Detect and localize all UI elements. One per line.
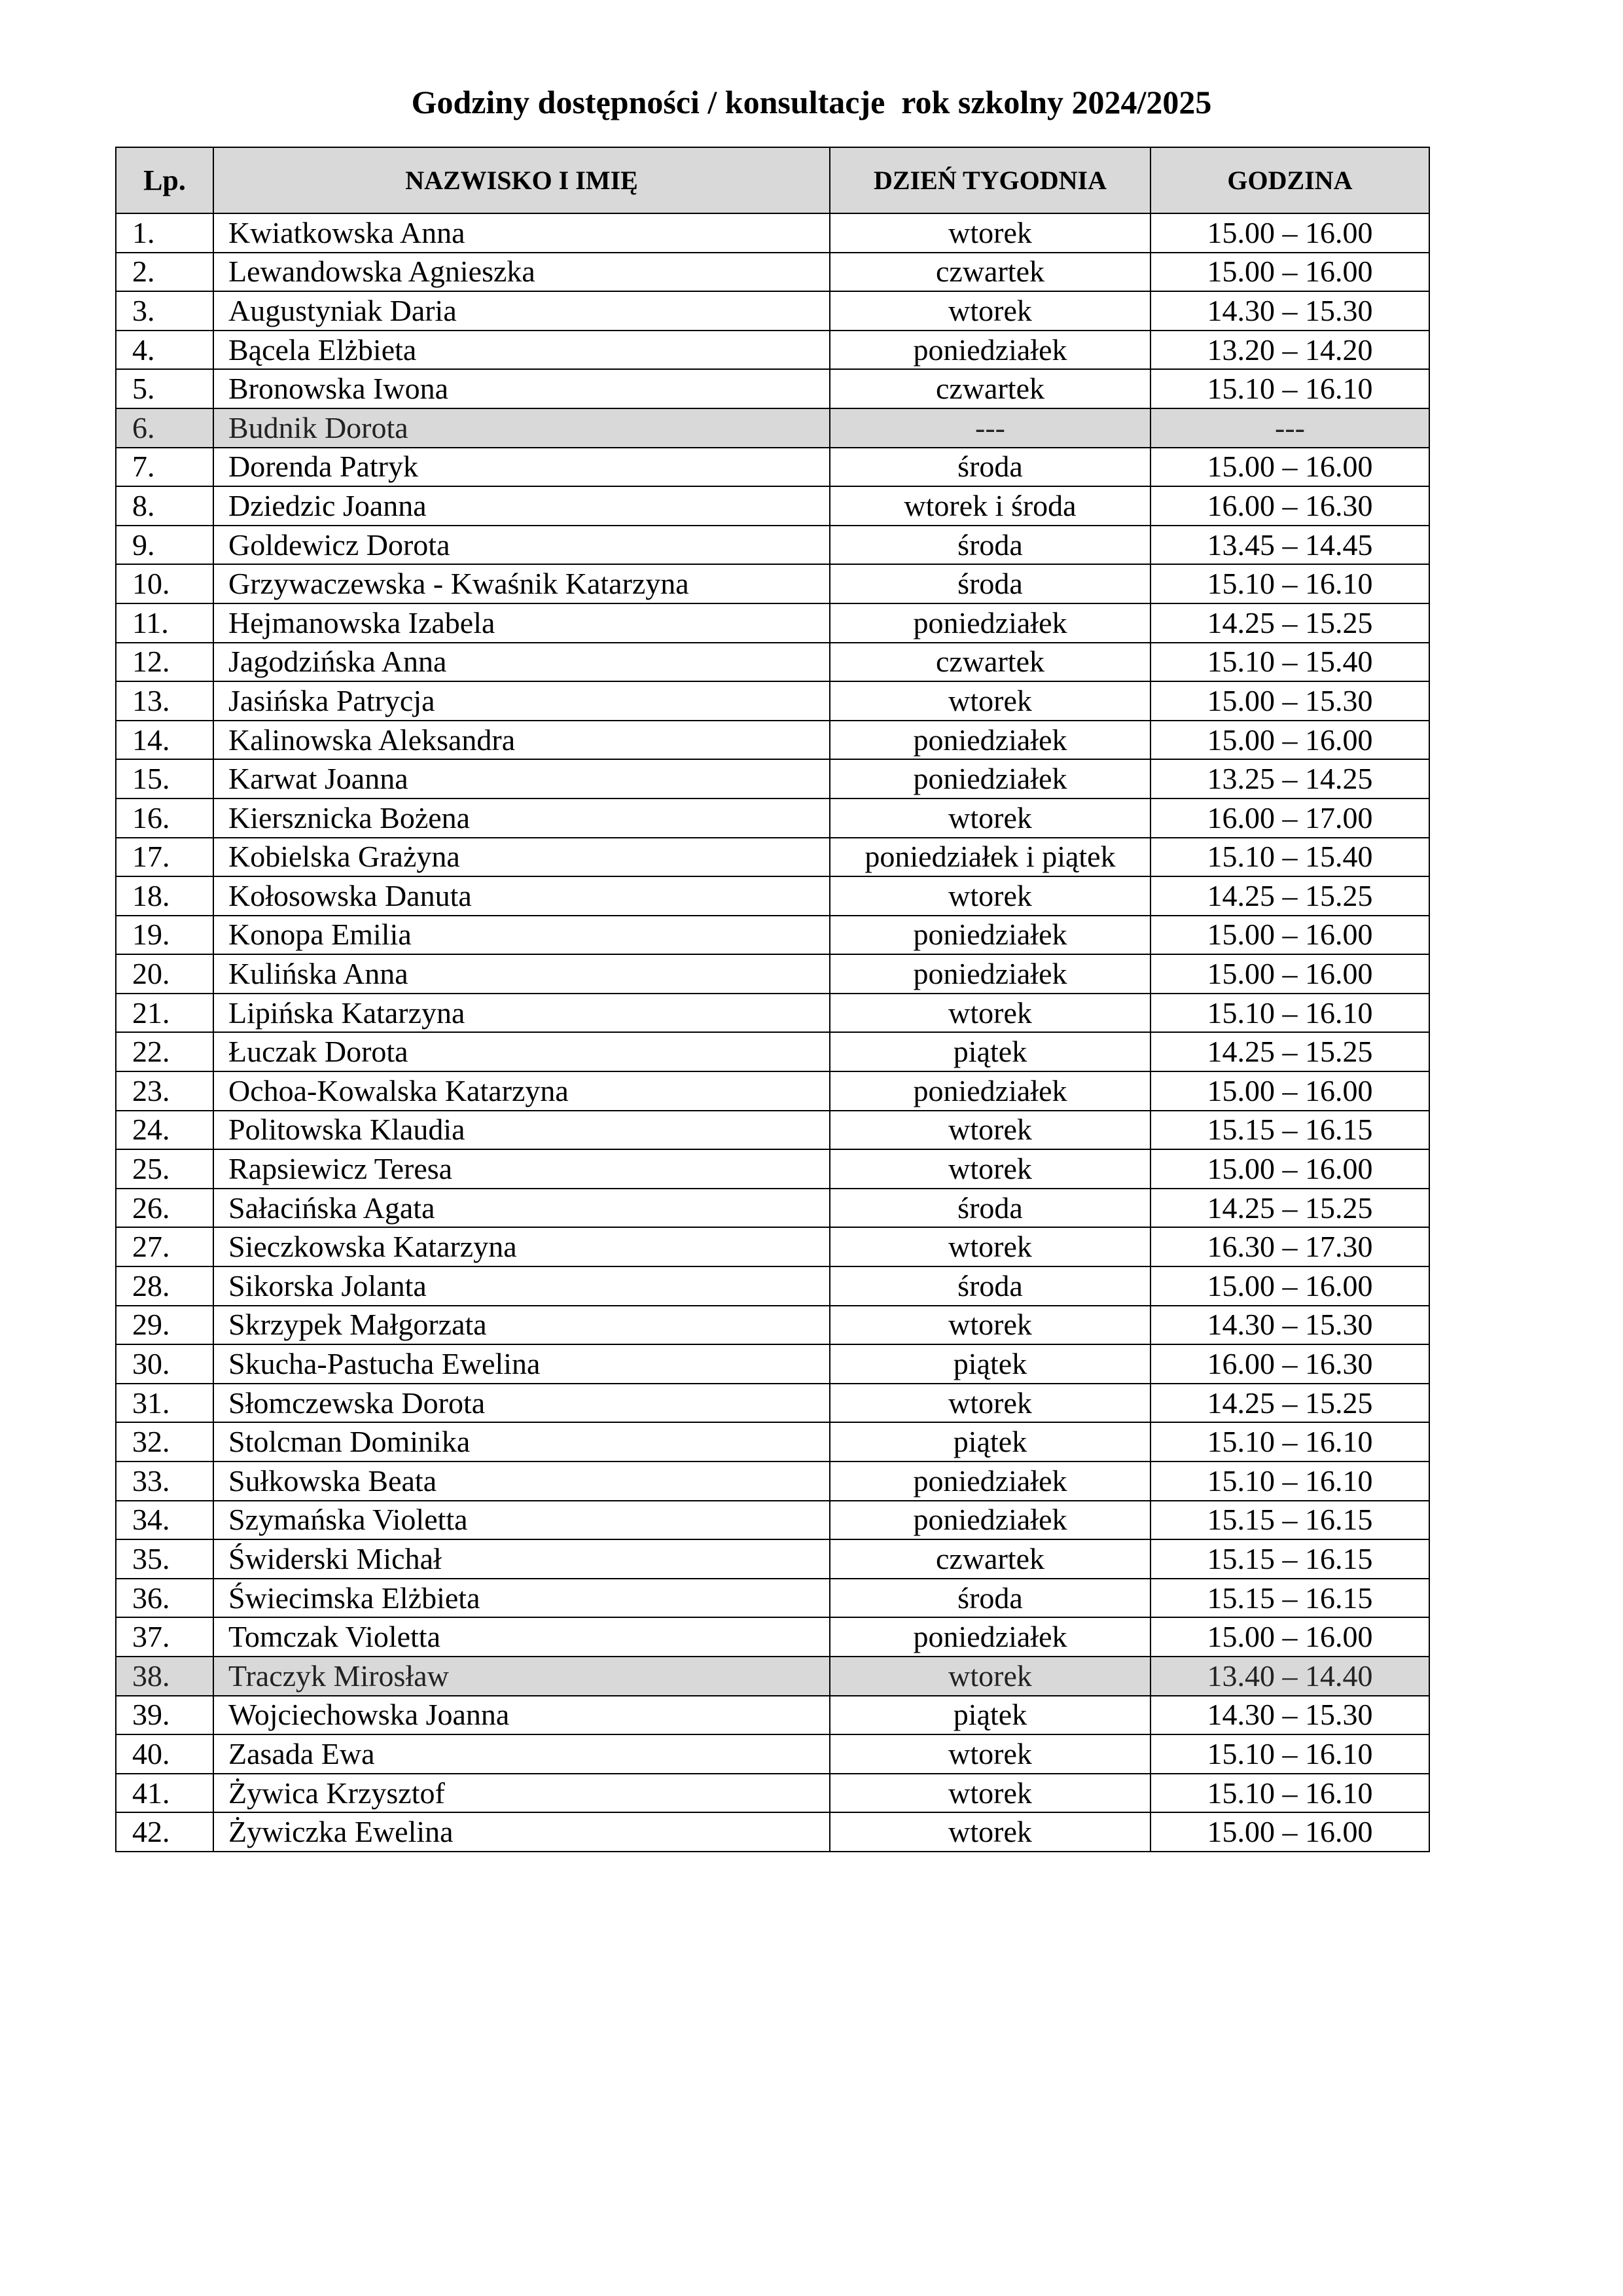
weekday-cell: wtorek bbox=[830, 1774, 1150, 1813]
weekday-cell: środa bbox=[830, 526, 1150, 565]
weekday-cell: czwartek bbox=[830, 253, 1150, 292]
weekday-cell: poniedziałek i piątek bbox=[830, 838, 1150, 877]
row-number-cell: 8. bbox=[116, 486, 213, 526]
hours-cell: 14.25 – 15.25 bbox=[1150, 1189, 1429, 1228]
weekday-cell: wtorek i środa bbox=[830, 486, 1150, 526]
weekday-cell: wtorek bbox=[830, 681, 1150, 721]
hours-cell: 15.00 – 16.00 bbox=[1150, 1617, 1429, 1657]
weekday-cell: poniedziałek bbox=[830, 331, 1150, 370]
teacher-name-cell: Słomczewska Dorota bbox=[213, 1384, 830, 1423]
hours-cell: 15.10 – 16.10 bbox=[1150, 1422, 1429, 1462]
weekday-cell: --- bbox=[830, 408, 1150, 448]
table-row bbox=[116, 1032, 1429, 1071]
row-number-cell: 7. bbox=[116, 448, 213, 487]
table-row bbox=[116, 916, 1429, 955]
table-row bbox=[116, 721, 1429, 760]
row-number-cell: 23. bbox=[116, 1071, 213, 1111]
consultation-hours-table-container bbox=[115, 147, 1429, 1852]
hours-cell: 13.25 – 14.25 bbox=[1150, 759, 1429, 798]
hours-cell: 15.00 – 16.00 bbox=[1150, 213, 1429, 253]
table-row bbox=[116, 1812, 1429, 1852]
table-header bbox=[116, 147, 1429, 213]
teacher-name-cell: Traczyk Mirosław bbox=[213, 1657, 830, 1696]
weekday-cell: środa bbox=[830, 1189, 1150, 1228]
weekday-cell: poniedziałek bbox=[830, 1617, 1150, 1657]
hours-cell: 14.25 – 15.25 bbox=[1150, 603, 1429, 643]
table-row bbox=[116, 681, 1429, 721]
weekday-cell: poniedziałek bbox=[830, 603, 1150, 643]
row-number-cell: 26. bbox=[116, 1189, 213, 1228]
row-number-cell: 40. bbox=[116, 1734, 213, 1774]
hours-cell: 15.00 – 16.00 bbox=[1150, 448, 1429, 487]
row-number-cell: 18. bbox=[116, 876, 213, 916]
table-row bbox=[116, 448, 1429, 487]
weekday-cell: poniedziałek bbox=[830, 721, 1150, 760]
weekday-cell: wtorek bbox=[830, 1306, 1150, 1345]
table-row bbox=[116, 759, 1429, 798]
table-row bbox=[116, 1306, 1429, 1345]
teacher-name-cell: Łuczak Dorota bbox=[213, 1032, 830, 1071]
hours-cell: 15.10 – 16.10 bbox=[1150, 994, 1429, 1033]
teacher-name-cell: Świderski Michał bbox=[213, 1539, 830, 1579]
row-number-cell: 20. bbox=[116, 954, 213, 994]
teacher-name-cell: Skrzypek Małgorzata bbox=[213, 1306, 830, 1345]
table-row bbox=[116, 1422, 1429, 1462]
teacher-name-cell: Świecimska Elżbieta bbox=[213, 1579, 830, 1618]
teacher-name-cell: Budnik Dorota bbox=[213, 408, 830, 448]
row-number-cell: 13. bbox=[116, 681, 213, 721]
row-number-cell: 25. bbox=[116, 1149, 213, 1189]
row-number-cell: 4. bbox=[116, 331, 213, 370]
teacher-name-cell: Żywiczka Ewelina bbox=[213, 1812, 830, 1852]
hours-cell: 15.10 – 15.40 bbox=[1150, 838, 1429, 877]
hours-cell: 13.45 – 14.45 bbox=[1150, 526, 1429, 565]
table-row bbox=[116, 1227, 1429, 1266]
hours-cell: 13.20 – 14.20 bbox=[1150, 331, 1429, 370]
row-number-cell: 39. bbox=[116, 1696, 213, 1735]
teacher-name-cell: Kwiatkowska Anna bbox=[213, 213, 830, 253]
table-row bbox=[116, 1344, 1429, 1384]
weekday-cell: czwartek bbox=[830, 1539, 1150, 1579]
hours-cell: 15.10 – 16.10 bbox=[1150, 1774, 1429, 1813]
table-row bbox=[116, 1266, 1429, 1306]
weekday-cell: wtorek bbox=[830, 1812, 1150, 1852]
hours-cell: 14.25 – 15.25 bbox=[1150, 1032, 1429, 1071]
table-row bbox=[116, 1734, 1429, 1774]
weekday-cell: piątek bbox=[830, 1422, 1150, 1462]
table-row bbox=[116, 564, 1429, 603]
teacher-name-cell: Bronowska Iwona bbox=[213, 369, 830, 408]
row-number-cell: 41. bbox=[116, 1774, 213, 1813]
table-row bbox=[116, 1384, 1429, 1423]
weekday-cell: środa bbox=[830, 564, 1150, 603]
teacher-name-cell: Jasińska Patrycja bbox=[213, 681, 830, 721]
weekday-cell: wtorek bbox=[830, 1227, 1150, 1266]
table-row bbox=[116, 1774, 1429, 1813]
row-number-cell: 2. bbox=[116, 253, 213, 292]
row-number-cell: 11. bbox=[116, 603, 213, 643]
hours-cell: 13.40 – 14.40 bbox=[1150, 1657, 1429, 1696]
row-number-cell: 28. bbox=[116, 1266, 213, 1306]
column-header-hour: GODZINA bbox=[1150, 147, 1429, 213]
consultation-hours-table bbox=[115, 147, 1430, 1852]
weekday-cell: piątek bbox=[830, 1696, 1150, 1735]
weekday-cell: środa bbox=[830, 1266, 1150, 1306]
row-number-cell: 38. bbox=[116, 1657, 213, 1696]
table-row bbox=[116, 1111, 1429, 1150]
teacher-name-cell: Kulińska Anna bbox=[213, 954, 830, 994]
teacher-name-cell: Żywica Krzysztof bbox=[213, 1774, 830, 1813]
teacher-name-cell: Zasada Ewa bbox=[213, 1734, 830, 1774]
hours-cell: 14.30 – 15.30 bbox=[1150, 1306, 1429, 1345]
teacher-name-cell: Grzywaczewska - Kwaśnik Katarzyna bbox=[213, 564, 830, 603]
hours-cell: 14.30 – 15.30 bbox=[1150, 1696, 1429, 1735]
table-row bbox=[116, 213, 1429, 253]
row-number-cell: 33. bbox=[116, 1462, 213, 1501]
row-number-cell: 14. bbox=[116, 721, 213, 760]
hours-cell: 15.10 – 15.40 bbox=[1150, 643, 1429, 682]
teacher-name-cell: Sikorska Jolanta bbox=[213, 1266, 830, 1306]
weekday-cell: piątek bbox=[830, 1032, 1150, 1071]
teacher-name-cell: Dziedzic Joanna bbox=[213, 486, 830, 526]
table-row bbox=[116, 876, 1429, 916]
table-row bbox=[116, 1462, 1429, 1501]
row-number-cell: 31. bbox=[116, 1384, 213, 1423]
hours-cell: 15.00 – 16.00 bbox=[1150, 1266, 1429, 1306]
hours-cell: 15.15 – 16.15 bbox=[1150, 1111, 1429, 1150]
table-row bbox=[116, 253, 1429, 292]
teacher-name-cell: Rapsiewicz Teresa bbox=[213, 1149, 830, 1189]
hours-cell: 15.00 – 16.00 bbox=[1150, 916, 1429, 955]
row-number-cell: 16. bbox=[116, 798, 213, 838]
hours-cell: 15.00 – 16.00 bbox=[1150, 1149, 1429, 1189]
hours-cell: 15.00 – 16.00 bbox=[1150, 721, 1429, 760]
row-number-cell: 5. bbox=[116, 369, 213, 408]
teacher-name-cell: Jagodzińska Anna bbox=[213, 643, 830, 682]
hours-cell: 15.10 – 16.10 bbox=[1150, 369, 1429, 408]
hours-cell: 15.10 – 16.10 bbox=[1150, 1734, 1429, 1774]
teacher-name-cell: Sułkowska Beata bbox=[213, 1462, 830, 1501]
teacher-name-cell: Kołosowska Danuta bbox=[213, 876, 830, 916]
teacher-name-cell: Tomczak Violetta bbox=[213, 1617, 830, 1657]
teacher-name-cell: Hejmanowska Izabela bbox=[213, 603, 830, 643]
column-header-day: DZIEŃ TYGODNIA bbox=[830, 147, 1150, 213]
row-number-cell: 19. bbox=[116, 916, 213, 955]
table-body bbox=[116, 213, 1429, 1852]
teacher-name-cell: Politowska Klaudia bbox=[213, 1111, 830, 1150]
table-row bbox=[116, 838, 1429, 877]
hours-cell: 15.00 – 15.30 bbox=[1150, 681, 1429, 721]
row-number-cell: 6. bbox=[116, 408, 213, 448]
weekday-cell: poniedziałek bbox=[830, 1501, 1150, 1540]
table-row bbox=[116, 408, 1429, 448]
teacher-name-cell: Wojciechowska Joanna bbox=[213, 1696, 830, 1735]
teacher-name-cell: Lewandowska Agnieszka bbox=[213, 253, 830, 292]
table-row bbox=[116, 291, 1429, 331]
row-number-cell: 21. bbox=[116, 994, 213, 1033]
table-row bbox=[116, 994, 1429, 1033]
table-row bbox=[116, 331, 1429, 370]
table-row bbox=[116, 603, 1429, 643]
weekday-cell: wtorek bbox=[830, 876, 1150, 916]
header-row bbox=[116, 147, 1429, 213]
weekday-cell: wtorek bbox=[830, 994, 1150, 1033]
row-number-cell: 36. bbox=[116, 1579, 213, 1618]
teacher-name-cell: Kiersznicka Bożena bbox=[213, 798, 830, 838]
hours-cell: --- bbox=[1150, 408, 1429, 448]
teacher-name-cell: Sieczkowska Katarzyna bbox=[213, 1227, 830, 1266]
teacher-name-cell: Bącela Elżbieta bbox=[213, 331, 830, 370]
column-header-name: NAZWISKO I IMIĘ bbox=[213, 147, 830, 213]
row-number-cell: 37. bbox=[116, 1617, 213, 1657]
row-number-cell: 12. bbox=[116, 643, 213, 682]
weekday-cell: wtorek bbox=[830, 1111, 1150, 1150]
weekday-cell: czwartek bbox=[830, 369, 1150, 408]
weekday-cell: czwartek bbox=[830, 643, 1150, 682]
teacher-name-cell: Ochoa-Kowalska Katarzyna bbox=[213, 1071, 830, 1111]
weekday-cell: wtorek bbox=[830, 1734, 1150, 1774]
row-number-cell: 10. bbox=[116, 564, 213, 603]
teacher-name-cell: Stolcman Dominika bbox=[213, 1422, 830, 1462]
table-row bbox=[116, 1617, 1429, 1657]
weekday-cell: piątek bbox=[830, 1344, 1150, 1384]
weekday-cell: poniedziałek bbox=[830, 1462, 1150, 1501]
table-row bbox=[116, 1071, 1429, 1111]
table-row bbox=[116, 1149, 1429, 1189]
hours-cell: 16.00 – 16.30 bbox=[1150, 486, 1429, 526]
teacher-name-cell: Augustyniak Daria bbox=[213, 291, 830, 331]
table-row bbox=[116, 486, 1429, 526]
table-row bbox=[116, 954, 1429, 994]
teacher-name-cell: Dorenda Patryk bbox=[213, 448, 830, 487]
weekday-cell: poniedziałek bbox=[830, 916, 1150, 955]
row-number-cell: 29. bbox=[116, 1306, 213, 1345]
hours-cell: 14.25 – 15.25 bbox=[1150, 876, 1429, 916]
weekday-cell: poniedziałek bbox=[830, 759, 1150, 798]
weekday-cell: wtorek bbox=[830, 213, 1150, 253]
column-header-lp: Lp. bbox=[116, 147, 213, 213]
weekday-cell: środa bbox=[830, 448, 1150, 487]
hours-cell: 15.10 – 16.10 bbox=[1150, 564, 1429, 603]
hours-cell: 14.25 – 15.25 bbox=[1150, 1384, 1429, 1423]
hours-cell: 14.30 – 15.30 bbox=[1150, 291, 1429, 331]
hours-cell: 15.00 – 16.00 bbox=[1150, 1071, 1429, 1111]
table-row bbox=[116, 1579, 1429, 1618]
row-number-cell: 9. bbox=[116, 526, 213, 565]
weekday-cell: wtorek bbox=[830, 1657, 1150, 1696]
hours-cell: 15.10 – 16.10 bbox=[1150, 1462, 1429, 1501]
hours-cell: 15.00 – 16.00 bbox=[1150, 1812, 1429, 1852]
hours-cell: 15.00 – 16.00 bbox=[1150, 253, 1429, 292]
hours-cell: 15.15 – 16.15 bbox=[1150, 1501, 1429, 1540]
row-number-cell: 32. bbox=[116, 1422, 213, 1462]
table-row bbox=[116, 643, 1429, 682]
hours-cell: 16.30 – 17.30 bbox=[1150, 1227, 1429, 1266]
hours-cell: 16.00 – 17.00 bbox=[1150, 798, 1429, 838]
row-number-cell: 3. bbox=[116, 291, 213, 331]
weekday-cell: wtorek bbox=[830, 1149, 1150, 1189]
row-number-cell: 24. bbox=[116, 1111, 213, 1150]
row-number-cell: 17. bbox=[116, 838, 213, 877]
document-title: Godziny dostępności / konsultacje rok szkolny 2024/2025 bbox=[411, 84, 1212, 120]
table-row bbox=[116, 1657, 1429, 1696]
hours-cell: 15.15 – 16.15 bbox=[1150, 1539, 1429, 1579]
teacher-name-cell: Szymańska Violetta bbox=[213, 1501, 830, 1540]
row-number-cell: 42. bbox=[116, 1812, 213, 1852]
table-row bbox=[116, 1501, 1429, 1540]
row-number-cell: 35. bbox=[116, 1539, 213, 1579]
teacher-name-cell: Lipińska Katarzyna bbox=[213, 994, 830, 1033]
hours-cell: 15.15 – 16.15 bbox=[1150, 1579, 1429, 1618]
table-row bbox=[116, 1696, 1429, 1735]
hours-cell: 15.00 – 16.00 bbox=[1150, 954, 1429, 994]
weekday-cell: wtorek bbox=[830, 1384, 1150, 1423]
row-number-cell: 1. bbox=[116, 213, 213, 253]
weekday-cell: wtorek bbox=[830, 291, 1150, 331]
row-number-cell: 34. bbox=[116, 1501, 213, 1540]
table-row bbox=[116, 526, 1429, 565]
teacher-name-cell: Goldewicz Dorota bbox=[213, 526, 830, 565]
table-row bbox=[116, 369, 1429, 408]
teacher-name-cell: Kalinowska Aleksandra bbox=[213, 721, 830, 760]
weekday-cell: poniedziałek bbox=[830, 954, 1150, 994]
hours-cell: 16.00 – 16.30 bbox=[1150, 1344, 1429, 1384]
teacher-name-cell: Kobielska Grażyna bbox=[213, 838, 830, 877]
teacher-name-cell: Karwat Joanna bbox=[213, 759, 830, 798]
row-number-cell: 30. bbox=[116, 1344, 213, 1384]
table-row bbox=[116, 798, 1429, 838]
weekday-cell: wtorek bbox=[830, 798, 1150, 838]
row-number-cell: 22. bbox=[116, 1032, 213, 1071]
weekday-cell: środa bbox=[830, 1579, 1150, 1618]
teacher-name-cell: Skucha-Pastucha Ewelina bbox=[213, 1344, 830, 1384]
table-row bbox=[116, 1189, 1429, 1228]
row-number-cell: 27. bbox=[116, 1227, 213, 1266]
table-row bbox=[116, 1539, 1429, 1579]
teacher-name-cell: Sałacińska Agata bbox=[213, 1189, 830, 1228]
weekday-cell: poniedziałek bbox=[830, 1071, 1150, 1111]
row-number-cell: 15. bbox=[116, 759, 213, 798]
teacher-name-cell: Konopa Emilia bbox=[213, 916, 830, 955]
